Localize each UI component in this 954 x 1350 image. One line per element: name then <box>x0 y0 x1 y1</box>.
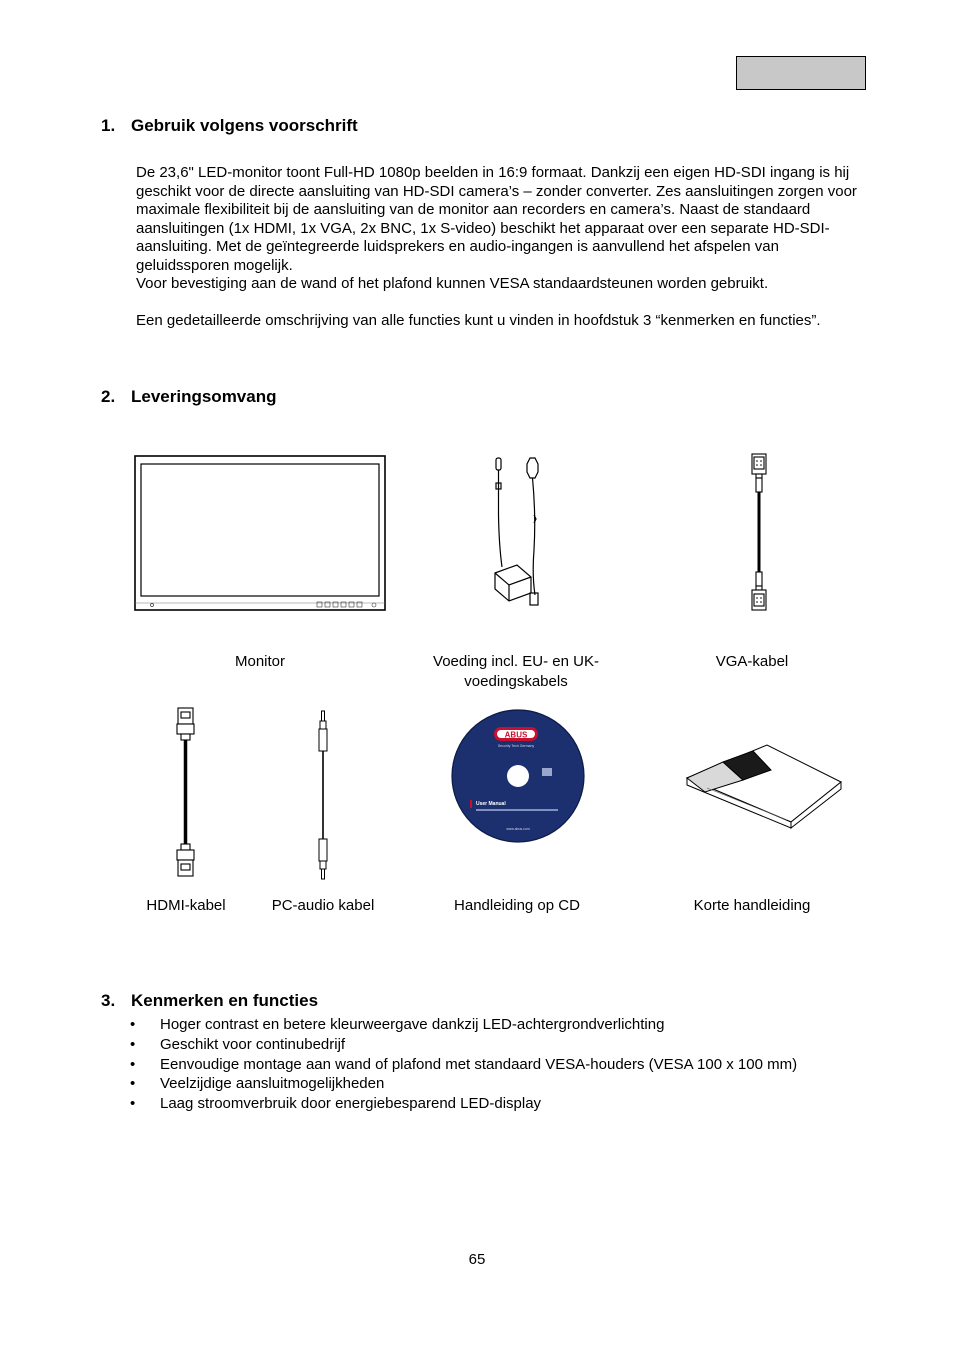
paragraph-description: De 23,6" LED-monitor toont Full-HD 1080p beelden in 16:9 formaat. Dankzij een eigen HD-SDI ingang is hij geschikt voor de directe aansluiting van HD-SDI camera’s – zonder converter. Zes aansluitingen zorgen voor maximale flexibiliteit bij de aansluiting van de monitor aan recorders en camera’s. Naast de standaard aansluitingen (1x HDMI, 1x VGA, 2x BNC, 1x S-video) beschikt het apparaat over een separate HD-SDI-aansluiting. Met de geïntegreerde luidsprekers en audio-ingangen is aanvullend het afspelen van geluidssporen mogelijk. <box>136 164 857 274</box>
list-item: • Veelzijdige aansluitmogelijkheden <box>128 1074 797 1094</box>
hdmi-cable-image <box>174 706 198 878</box>
section-heading-1: 1. Gebruik volgens voorschrift <box>101 116 358 135</box>
power-supply-image <box>490 455 550 610</box>
list-item: • Eenvoudige montage aan wand of plafond met standaard VESA-houders (VESA 100 x 100 mm) <box>128 1055 797 1075</box>
section-heading-2: 2. Leveringsomvang <box>101 387 277 406</box>
list-item: • Laag stroomverbruik door energiebesparend LED-display <box>128 1094 797 1114</box>
audio-cable-image <box>314 710 332 880</box>
page-number: 65 <box>468 1251 486 1268</box>
caption-audio-cable: PC-audio kabel <box>271 897 375 914</box>
language-tab-box <box>736 56 866 90</box>
section-heading-3: 3. Kenmerken en functies <box>101 991 319 1010</box>
quick-guide-image <box>685 740 845 830</box>
cd-brand-logo: ABUS <box>504 730 528 740</box>
cd-website: www.abus.com <box>506 827 530 831</box>
paragraph-vesa: Voor bevestiging aan de wand of het plafond kunnen VESA standaardsteunen worden gebruikt. <box>136 275 769 292</box>
cd-slogan: Security Tech Germany <box>497 744 535 748</box>
cd-title: User Manual <box>476 801 506 807</box>
vga-cable-image <box>748 452 772 614</box>
caption-monitor: Monitor <box>234 653 286 670</box>
caption-cd-manual: Handleiding op CD <box>454 897 580 914</box>
monitor-image <box>134 455 386 613</box>
list-item: • Geschikt voor continubedrijf <box>128 1035 797 1055</box>
list-item: • Hoger contrast en betere kleurweergave dankzij LED-achtergrondverlichting <box>128 1015 797 1035</box>
paragraph-reference: Een gedetailleerde omschrijving van alle functies kunt u vinden in hoofdstuk 3 “kenmerken en functies”. <box>136 312 821 329</box>
cd-image <box>450 708 586 844</box>
features-list <box>128 1015 797 1114</box>
caption-power-supply: Voeding incl. EU- en UK-voedingskabels <box>433 653 599 690</box>
caption-quick-guide: Korte handleiding <box>693 897 811 914</box>
caption-hdmi-cable: HDMI-kabel <box>146 897 226 914</box>
caption-vga-cable: VGA-kabel <box>715 653 789 670</box>
section-1-body <box>136 164 871 331</box>
